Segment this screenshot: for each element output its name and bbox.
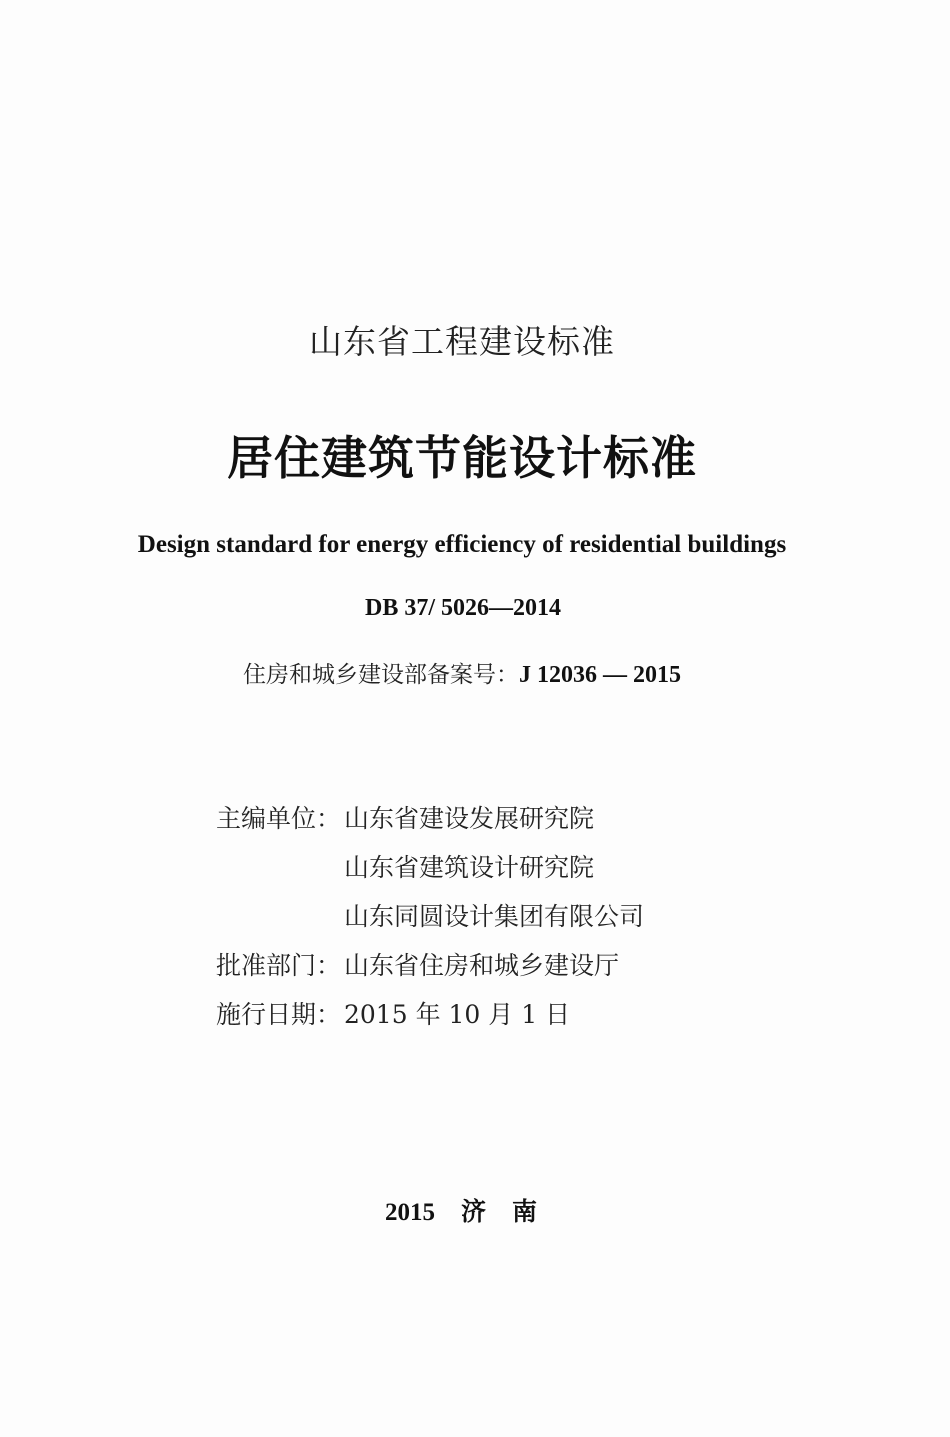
record-number-value: J 12036 — 2015	[519, 662, 681, 688]
approver-label: 批准部门：	[216, 951, 342, 980]
editor-name: 山东省建筑设计研究院	[344, 853, 595, 882]
editor-row	[216, 800, 644, 849]
approver-name: 山东省住房和城乡建设厅	[344, 951, 620, 980]
footer-city-char: 济	[460, 1199, 486, 1226]
document-title-chinese: 居住建筑节能设计标准	[227, 431, 697, 485]
editor-name: 山东省建设发展研究院	[344, 804, 595, 833]
approver-row	[216, 947, 644, 996]
effective-date-label: 施行日期：	[216, 1000, 342, 1029]
record-number-label: 住房和城乡建设部备案号：	[243, 662, 519, 688]
publication-footer	[0, 1192, 936, 1228]
editor-row	[216, 849, 644, 898]
effective-date-row	[216, 996, 644, 1045]
editor-name: 山东同圆设计集团有限公司	[344, 902, 645, 931]
editor-row	[216, 898, 644, 947]
document-title-english: Design standard for energy efficiency of residential buildings	[137, 531, 787, 558]
effective-date-value: 2015 年 10 月 1 日	[344, 1000, 571, 1029]
record-number-line	[0, 656, 937, 689]
standard-series-title: 山东省工程建设标准	[309, 322, 615, 361]
footer-year: 2015	[384, 1199, 435, 1226]
standard-code: DB 37/ 5026—2014	[364, 595, 561, 621]
editor-label: 主编单位：	[216, 804, 342, 833]
footer-city-char: 南	[512, 1199, 538, 1226]
document-info-block	[216, 800, 644, 1045]
